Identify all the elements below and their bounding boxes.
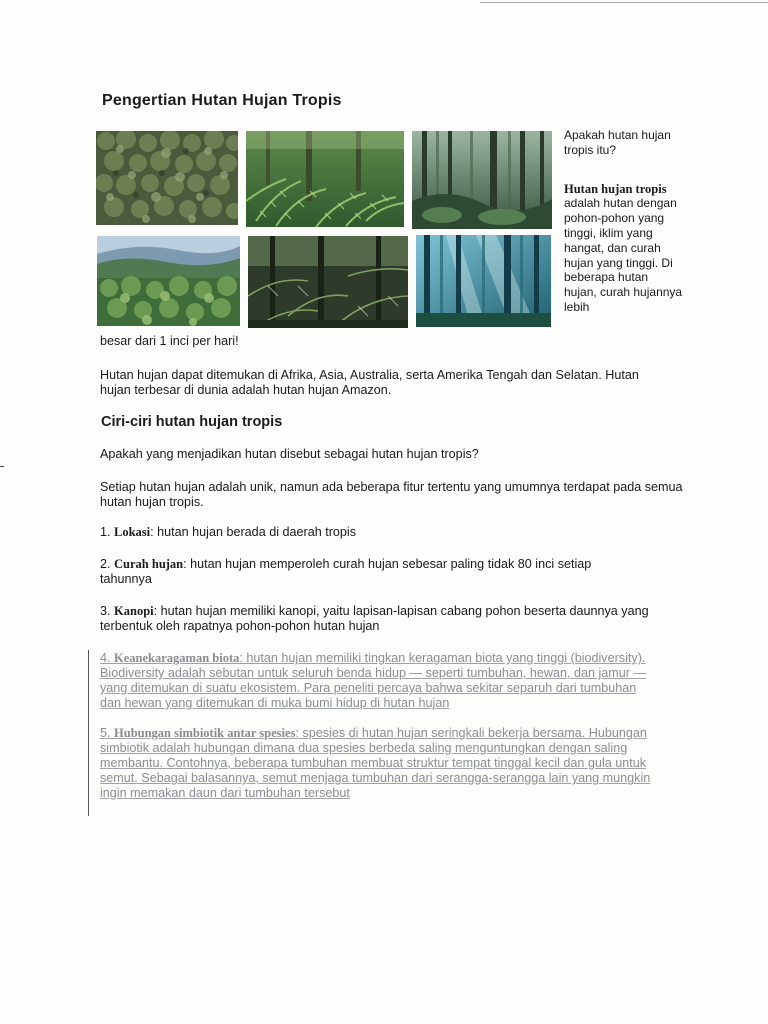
location-paragraph: Hutan hujan dapat ditemukan di Afrika, Asia, Australia, serta Amerika Tengah dan Selatan. Hutan hujan terbesar di dunia adalah hutan hujan Amazon. <box>100 368 639 397</box>
feature-number: 1. <box>100 525 115 539</box>
definition-text: adalah hutan dengan pohon-pohon yang tinggi, iklim yang hangat, dan curah hujan yang tinggi. Di beberapa hutan hujan, curah hujannya lebih <box>564 196 683 314</box>
feature-term: Lokasi <box>114 525 151 539</box>
feature-item-keanekaragaman-biota <box>100 651 660 711</box>
feature-term: Hubungan simbiotik antar spesies <box>114 726 296 740</box>
sidebar-text <box>564 128 684 315</box>
feature-number: 3. <box>100 604 115 618</box>
definition-continuation: besar dari 1 inci per hari! <box>100 334 239 348</box>
feature-term: Curah hujan <box>114 557 184 571</box>
sunlit-blue-forest-photo <box>416 235 551 327</box>
top-edge-line <box>480 2 768 3</box>
feature-text: : hutan hujan memiliki tingkan keragaman biota yang tinggi (biodiversity). Biodiversity adalah sebutan untuk seluruh benda hidup — seperti tumbuhan, hewan, dan jamur — yang ditemukan di suatu ekosistem. Para peneliti percaya bahwa sekitar separuh dari tumbuhan dan hewan yang ditemukan di muka bumi hidup di hutan hujan <box>100 651 647 710</box>
page-title: Pengertian Hutan Hujan Tropis <box>102 92 342 109</box>
dark-jungle-photo <box>248 236 408 328</box>
sidebar-question: Apakah hutan hujan tropis itu? <box>564 128 671 157</box>
dense-forest-canopy-photo <box>96 131 238 225</box>
fern-understory-photo <box>246 131 404 227</box>
feature-number: 2. <box>100 557 115 571</box>
margin-line <box>88 650 89 816</box>
feature-number: 5. <box>100 726 115 740</box>
feature-item-kanopi <box>100 604 665 634</box>
forest-hills-photo <box>97 236 240 326</box>
feature-item-hubungan-simbiotik <box>100 726 660 801</box>
definition-term: Hutan hujan tropis <box>564 181 667 196</box>
feature-text: : spesies di hutan hujan seringkali bekerja bersama. Hubungan simbiotik adalah hubungan dimana dua spesies berbeda saling menguntungkan dengan saling membantu. Contohnya, beberapa tumbuhan membuat struktur tempat tinggal kecil dan gula untuk semut. Sebagai balasannya, semut menjaga tumbuhan dari serangga-serangga lain yang mungkin ingin memakan daun dari tumbuhan tersebut <box>100 726 651 800</box>
feature-text: : hutan hujan memperoleh curah hujan sebesar paling tidak 80 inci setiap tahunnya <box>100 557 592 586</box>
intro-paragraph: Setiap hutan hujan adalah unik, namun ada beberapa fitur tertentu yang umumnya terdapat pada semua hutan hujan tropis. <box>100 480 683 509</box>
question-paragraph: Apakah yang menjadikan hutan disebut sebagai hutan hujan tropis? <box>100 447 479 461</box>
feature-term: Kanopi <box>114 604 154 618</box>
left-edge-mark <box>0 466 4 467</box>
feature-item-lokasi <box>100 525 670 540</box>
feature-number: 4. <box>100 651 115 665</box>
feature-text: : hutan hujan memiliki kanopi, yaitu lapisan-lapisan cabang pohon beserta daunnya yang terbentuk oleh rapatnya pohon-pohon hutan hujan <box>100 604 649 633</box>
misty-forest-photo <box>412 131 552 229</box>
feature-item-curah-hujan <box>100 557 645 587</box>
sidebar-definition <box>564 182 684 315</box>
section-heading: Ciri-ciri hutan hujan tropis <box>101 414 283 430</box>
feature-text: : hutan hujan berada di daerah tropis <box>150 525 357 539</box>
feature-term: Keanekaragaman biota <box>114 651 240 665</box>
